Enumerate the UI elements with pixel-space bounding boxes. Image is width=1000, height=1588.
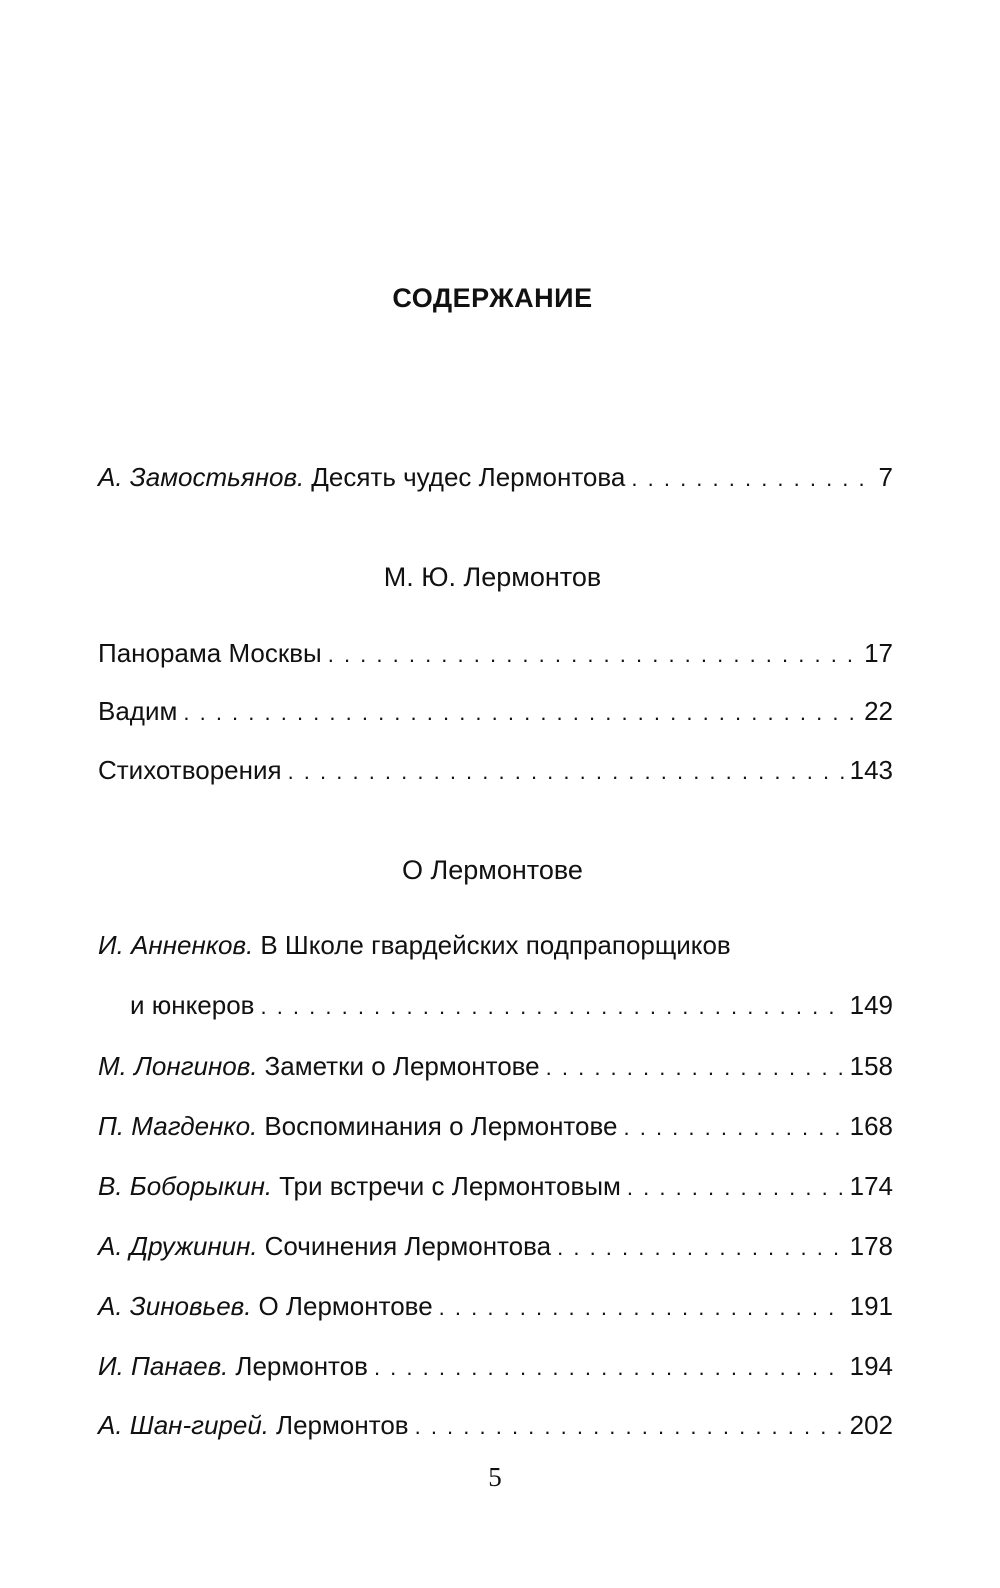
entry-title: Стихотворения — [98, 755, 282, 785]
dot-leader — [374, 1355, 844, 1381]
dot-leader — [288, 759, 844, 785]
entry-page: 149 — [849, 990, 893, 1020]
toc-entry — [98, 1111, 893, 1151]
dot-leader — [415, 1414, 844, 1440]
toc-entry — [98, 1171, 893, 1211]
entry-page: 158 — [849, 1051, 893, 1081]
toc-entry-intro — [98, 462, 893, 502]
dot-leader — [439, 1295, 844, 1321]
entry-title: Сочинения Лермонтова — [264, 1231, 552, 1261]
toc-entry-continuation — [130, 990, 893, 1030]
dot-leader — [557, 1235, 843, 1261]
entry-title: Панорама Москвы — [98, 638, 322, 668]
entry-page: 191 — [849, 1291, 893, 1321]
entry-page: 17 — [864, 638, 893, 668]
entry-title: О Лермонтове — [258, 1291, 433, 1321]
entry-author: И. Анненков. — [98, 930, 254, 960]
entry-title: Десять чудес Лермонтова — [311, 462, 626, 492]
dot-leader — [183, 700, 858, 726]
toc-entry — [98, 1351, 893, 1391]
entry-title: Лермонтов — [276, 1410, 409, 1440]
entry-title-continuation: и юнкеров — [130, 990, 255, 1020]
entry-title: Заметки о Лермонтове — [264, 1051, 540, 1081]
entry-author: А. Зиновьев. — [98, 1291, 252, 1321]
entry-title: Вадим — [98, 696, 178, 726]
toc-entry — [98, 1051, 893, 1091]
toc-entry — [98, 755, 893, 795]
entry-title: В Школе гвардейских подпрапорщиков — [260, 930, 731, 960]
dot-leader — [328, 642, 858, 668]
section-heading-lermontov: М. Ю. Лермонтов — [383, 562, 602, 592]
entry-page: 194 — [849, 1351, 893, 1381]
entry-author: А. Замостьянов. — [98, 462, 305, 492]
toc-entry — [98, 1231, 893, 1271]
toc-entry — [98, 696, 893, 736]
entry-page: 143 — [849, 755, 893, 785]
dot-leader — [627, 1175, 844, 1201]
toc-entry — [98, 1410, 893, 1450]
entry-title: Три встречи с Лермонтовым — [279, 1171, 621, 1201]
toc-entry — [98, 638, 893, 678]
entry-author: А. Шан-гирей. — [98, 1410, 270, 1440]
entry-author: М. Лонгинов. — [98, 1051, 258, 1081]
entry-title: Воспоминания о Лермонтове — [264, 1111, 618, 1141]
contents-title: СОДЕРЖАНИЕ — [392, 283, 593, 313]
dot-leader — [546, 1055, 844, 1081]
dot-leader — [631, 466, 872, 492]
page-number: 5 — [488, 1462, 502, 1492]
entry-page: 7 — [878, 462, 893, 492]
entry-author: В. Боборыкин. — [98, 1171, 273, 1201]
dot-leader — [260, 994, 843, 1020]
toc-entry — [98, 930, 893, 970]
entry-page: 174 — [849, 1171, 893, 1201]
entry-page: 22 — [864, 696, 893, 726]
dot-leader — [624, 1115, 844, 1141]
entry-author: И. Панаев. — [98, 1351, 229, 1381]
entry-page: 178 — [849, 1231, 893, 1261]
toc-entry — [98, 1291, 893, 1331]
entry-author: П. Магденко. — [98, 1111, 258, 1141]
section-heading-about-lermontov: О Лермонтове — [402, 855, 583, 885]
entry-author: А. Дружинин. — [98, 1231, 258, 1261]
entry-page: 202 — [849, 1410, 893, 1440]
entry-page: 168 — [849, 1111, 893, 1141]
entry-title: Лермонтов — [235, 1351, 368, 1381]
